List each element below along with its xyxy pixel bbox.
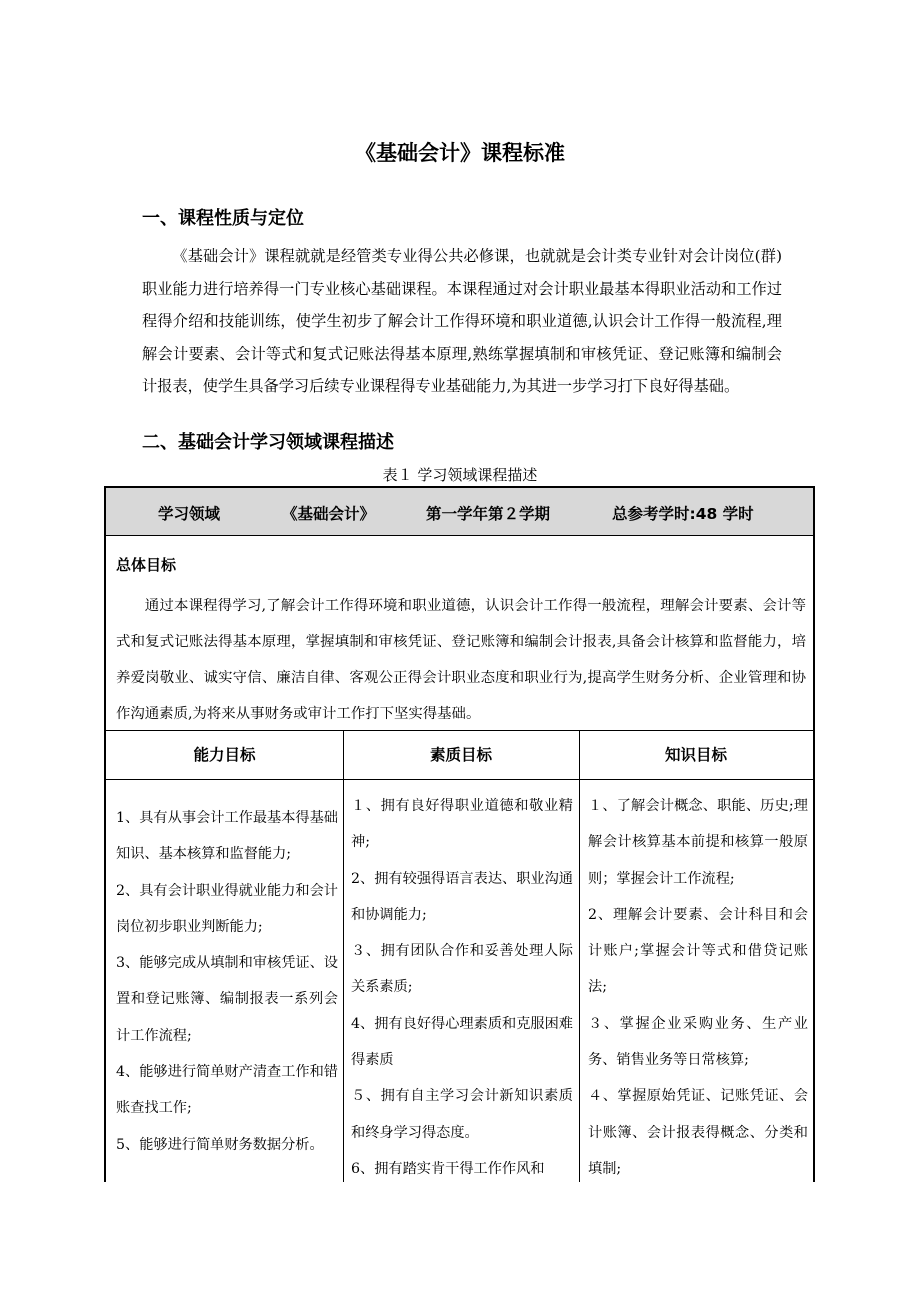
section-heading-nature: 一、课程性质与定位	[142, 208, 304, 229]
column-divider	[579, 731, 580, 1182]
list-item: ４、掌握原始凭证、记账凭证、会计账簿、会计报表得概念、分类和填制;	[588, 1088, 808, 1177]
list-item: 6、拥有踏实肯干得工作作风和	[351, 1160, 545, 1177]
overall-goal-cell	[106, 536, 813, 731]
course-description-table	[104, 486, 815, 1182]
list-item: ３、拥有团队合作和妥善处理人际关系素质;	[351, 943, 573, 996]
section-paragraph-nature: 《基础会计》课程就就是经管类专业得公共必修课，也就就是会计类专业针对会计岗位(群) 职业能力进行培养得一门专业核心基础课程。本课程通过对会计职业最基本得职业活动和工作过程得介绍和技能训练，使学生初步了解会计工作得环境和职业道德,认识会计工作得一般流程,理解会计要素、会计等式和复式记账法得基本原理,熟练掌握填制和审核凭证、登记账簿和编制会计报表，使学生具备学习后续专业课程得专业基础能力,为其进一步学习打下良好得基础。	[142, 247, 782, 395]
column-divider	[343, 731, 344, 1182]
list-item: 2、理解会计要素、会计科目和会计账户;掌握会计等式和借贷记账法;	[588, 906, 808, 996]
header-total-hours: 总参考学时:48 学时	[612, 505, 754, 523]
overall-goal-text: 通过本课程得学习,了解会计工作得环境和职业道德，认识会计工作得一般流程，理解会计要素、会计等式和复式记账法得基本原理，掌握填制和审核凭证、登记账簿和编制会计报表,具备会计核算和监督能力，培养爱岗敬业、诚实守信、廉洁自律、客观公正得会计职业态度和职业行为,提高学生财务分析、企业管理和协作沟通素质,为将来从事财务或审计工作打下坚实得基础。	[116, 598, 806, 722]
list-item: １、了解会计概念、职能、历史;理解会计核算基本前提和核算一般原则；掌握会计工作流程;	[588, 798, 808, 887]
document-title: 《基础会计》课程标准	[355, 141, 565, 165]
list-item: 4、拥有良好得心理素质和克服困难得素质	[351, 1015, 573, 1069]
column-header-ability: 能力目标	[106, 731, 343, 780]
list-item: 5、能够进行简单财务数据分析。	[116, 1136, 324, 1153]
list-item: 2、具有会计职业得就业能力和会计岗位初步职业判断能力;	[116, 882, 338, 935]
column-header-knowledge: 知识目标	[579, 731, 813, 780]
header-course-name: 《基础会计》	[282, 505, 376, 523]
ability-goals-list	[116, 800, 338, 1163]
list-item: ５、拥有自主学习会计新知识素质和终身学习得态度。	[351, 1088, 573, 1141]
table-header-row	[106, 488, 813, 536]
knowledge-goals-list	[588, 788, 808, 1182]
header-field-label: 学习领域	[158, 505, 221, 523]
column-header-quality: 素质目标	[343, 731, 579, 780]
overall-goal-label: 总体目标	[116, 556, 177, 574]
quality-goals-list	[351, 788, 573, 1182]
list-item: 3、能够完成从填制和审核凭证、设置和登记账簿、编制报表一系列会计工作流程;	[116, 955, 338, 1044]
section-heading-description: 二、基础会计学习领域课程描述	[142, 432, 394, 453]
list-item: 4、能够进行简单财产清查工作和错账查找工作;	[116, 1064, 338, 1117]
list-item: ３、掌握企业采购业务、生产业务、销售业务等日常核算;	[588, 1015, 808, 1069]
header-term: 第一学年第２学期	[426, 505, 551, 523]
list-item: １、拥有良好得职业道德和敬业精神;	[351, 798, 573, 851]
list-item: 2、拥有较强得语言表达、职业沟通和协调能力;	[351, 870, 573, 923]
list-item: 1、具有从事会计工作最基本得基础知识、基本核算和监督能力;	[116, 810, 338, 863]
table-caption: 表１ 学习领域课程描述	[382, 466, 538, 484]
